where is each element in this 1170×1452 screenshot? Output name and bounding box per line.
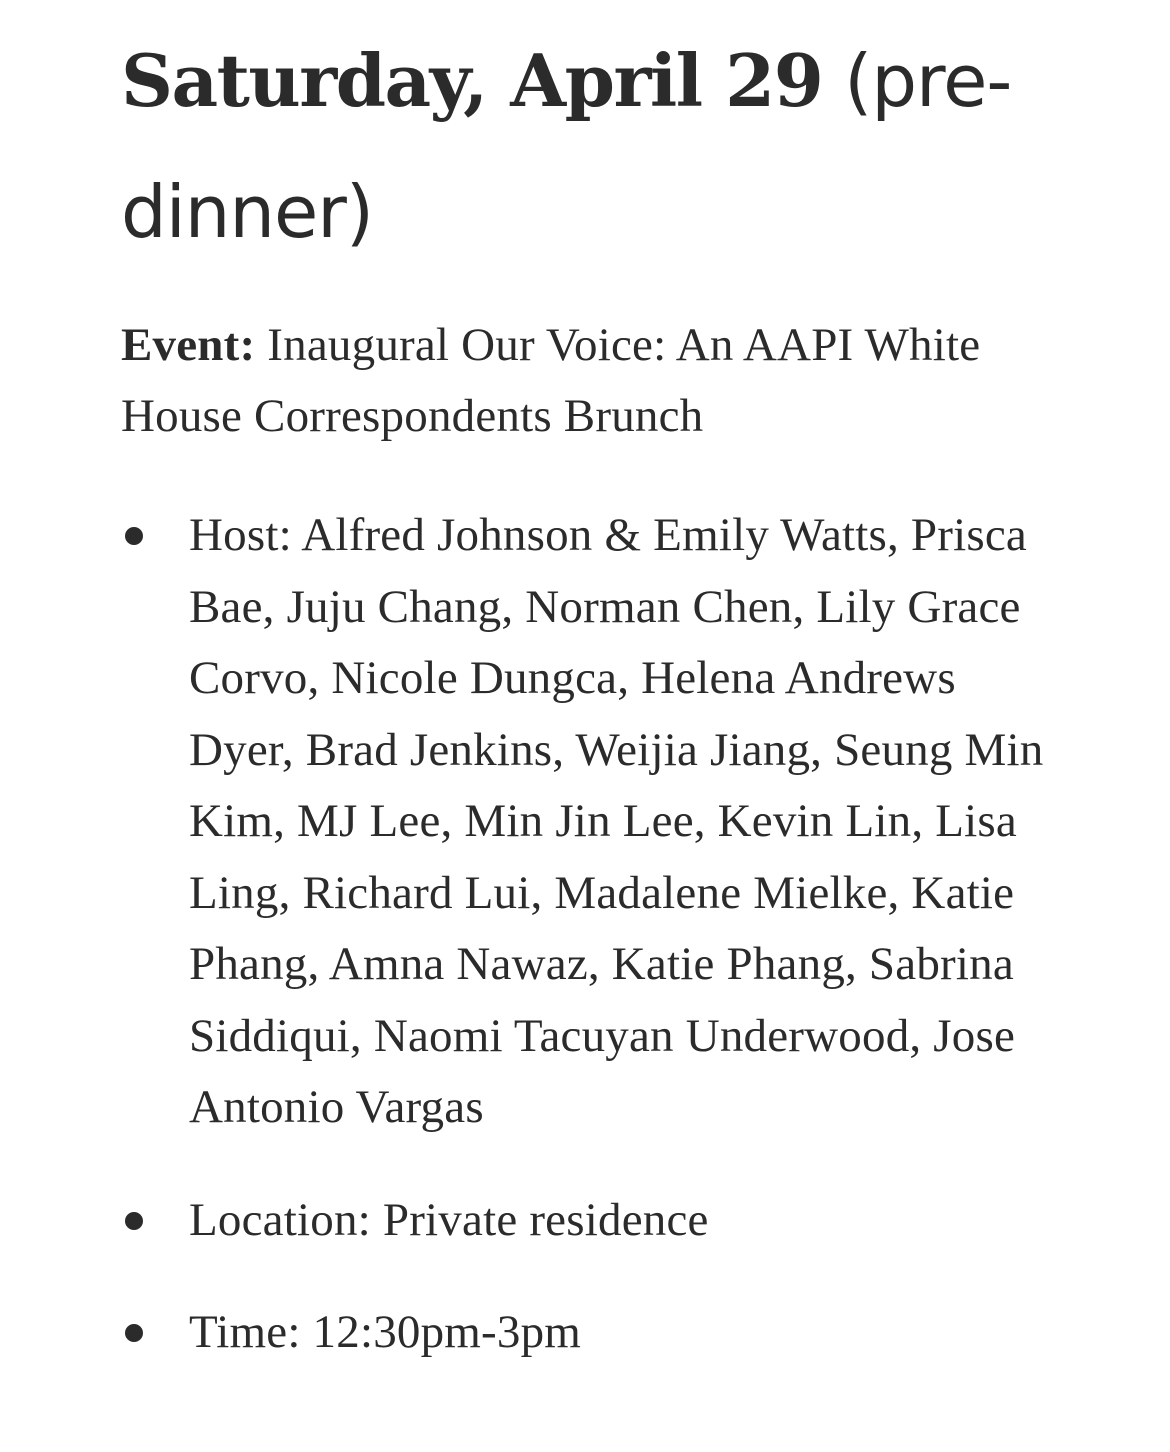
event-details-list	[121, 500, 1061, 1369]
list-item-time	[121, 1297, 1061, 1369]
host-text: Host: Alfred Johnson & Emily Watts, Prisca Bae, Juju Chang, Norman Chen, Lily Grace Corvo, Nicole Dungca, Helena Andrews Dyer, Brad Jenkins, Weijia Jiang, Seung Min Kim, MJ Lee, Min Jin Lee, Kevin Lin, Lisa Ling, Richard Lui, Madalene Mielke, Katie Phang, Amna Nawaz, Katie Phang, Sabrina Siddiqui, Naomi Tacuyan Underwood, Jose Antonio Vargas	[189, 509, 1044, 1133]
time-text: Time: 12:30pm-3pm	[189, 1306, 582, 1358]
event-description	[121, 310, 1061, 452]
bullet-icon	[125, 1324, 143, 1342]
location-text: Location: Private residence	[189, 1193, 709, 1246]
title-date: Saturday, April 29	[121, 38, 823, 123]
title-note: (pre-dinner)	[121, 39, 1012, 254]
page-title	[121, 0, 1061, 278]
event-label: Event:	[121, 319, 256, 371]
list-item-location	[121, 1185, 1061, 1257]
article	[121, 0, 1061, 1369]
list-item-host	[121, 500, 1061, 1144]
bullet-icon	[125, 527, 143, 545]
bullet-icon	[125, 1212, 143, 1230]
event-name: Inaugural Our Voice: An AAPI White House Correspondents Brunch	[121, 319, 981, 442]
